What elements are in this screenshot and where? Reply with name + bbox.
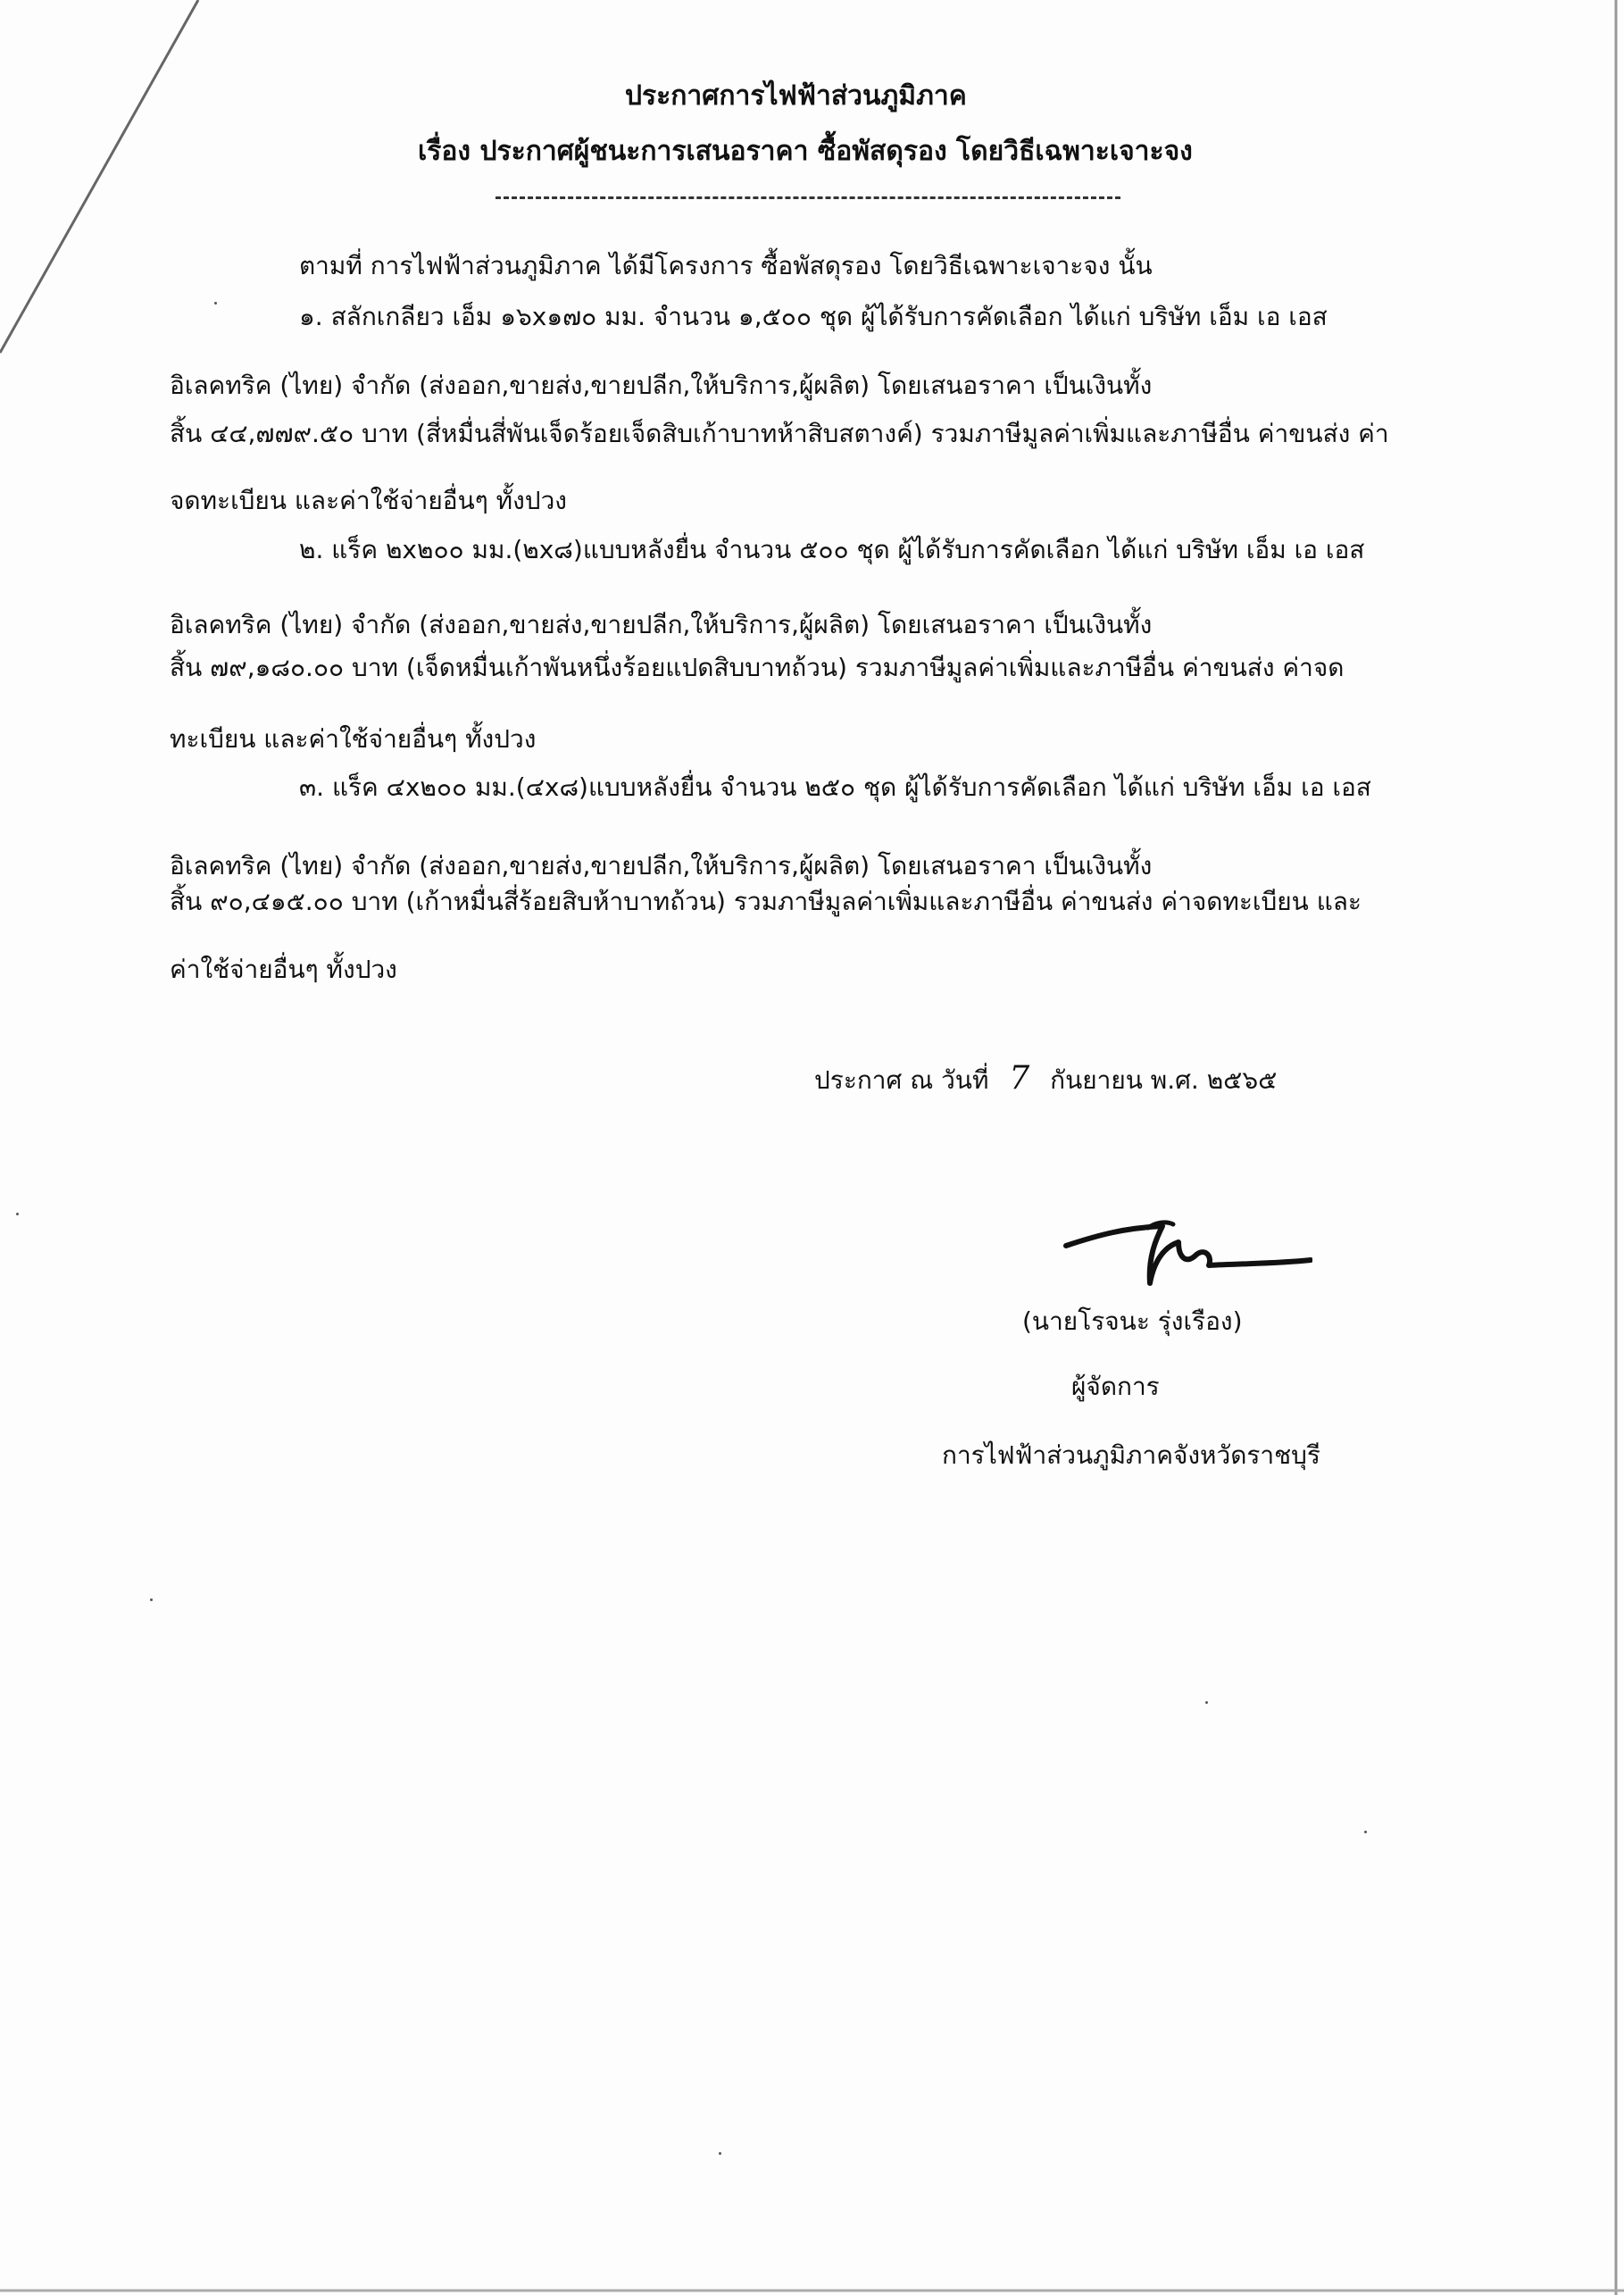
date-day-handwritten: 7: [1009, 1060, 1030, 1097]
item-2-line-1: ๒. แร็ค ๒x๒๐๐ มม.(๒x๘)แบบหลังยื่น จำนวน ๕๐๐ ชุด ผู้ได้รับการคัดเลือก ได้แก่ บริษัท เอ็ม เอ เอส: [299, 535, 1365, 564]
date-prefix: ประกาศ ณ วันที่: [814, 1065, 989, 1095]
scan-speck: [16, 1213, 19, 1215]
item-1-line-2: อิเลคทริค (ไทย) จำกัด (ส่งออก,ขายส่ง,ขายปลีก,ให้บริการ,ผู้ผลิต) โดยเสนอราคา เป็นเงินทั้ง: [170, 371, 1153, 400]
signatory-organization: การไฟฟ้าส่วนภูมิภาคจังหวัดราชบุรี: [942, 1440, 1320, 1470]
intro-paragraph: ตามที่ การไฟฟ้าส่วนภูมิภาค ได้มีโครงการ ซื้อพัสดุรอง โดยวิธีเฉพาะเจาะจง นั้น: [299, 251, 1153, 280]
title-divider: [496, 196, 1120, 199]
document-title: ประกาศการไฟฟ้าส่วนภูมิภาค: [625, 80, 967, 112]
item-2-line-4: ทะเบียน และค่าใช้จ่ายอื่นๆ ทั้งปวง: [170, 724, 537, 754]
scan-speck: [1205, 1701, 1208, 1704]
item-1-line-4: จดทะเบียน และค่าใช้จ่ายอื่นๆ ทั้งปวง: [170, 486, 567, 515]
scan-speck: [719, 2152, 721, 2155]
item-3-line-3: สิ้น ๙๐,๔๑๕.๐๐ บาท (เก้าหมื่นสี่ร้อยสิบห้าบาทถ้วน) รวมภาษีมูลค่าเพิ่มและภาษีอื่น ค่าขนส่ง ค่าจดทะเบียน และ: [170, 887, 1362, 916]
item-1-line-3: สิ้น ๔๔,๗๗๙.๕๐ บาท (สี่หมื่นสี่พันเจ็ดร้อยเจ็ดสิบเก้าบาทห้าสิบสตางค์) รวมภาษีมูลค่าเพิ่มและภาษีอื่น ค่าขนส่ง ค่า: [170, 419, 1389, 448]
announcement-date: [814, 1061, 1277, 1098]
scan-speck: [1364, 1831, 1367, 1833]
signatory-name: (นายโรจนะ รุ่งเรือง): [1022, 1306, 1243, 1336]
date-month-year: กันยายน พ.ศ. ๒๕๖๕: [1050, 1065, 1278, 1095]
handwritten-signature: [1062, 1201, 1312, 1299]
item-2-line-2: อิเลคทริค (ไทย) จำกัด (ส่งออก,ขายส่ง,ขายปลีก,ให้บริการ,ผู้ผลิต) โดยเสนอราคา เป็นเงินทั้ง: [170, 610, 1153, 639]
document-subject: เรื่อง ประกาศผู้ชนะการเสนอราคา ซื้อพัสดุรอง โดยวิธีเฉพาะเจาะจง: [418, 136, 1193, 167]
item-1-line-1: ๑. สลักเกลียว เอ็ม ๑๖x๑๗๐ มม. จำนวน ๑,๕๐๐ ชุด ผู้ได้รับการคัดเลือก ได้แก่ บริษัท เอ็ม เอ เอส: [299, 302, 1328, 331]
item-3-line-4: ค่าใช้จ่ายอื่นๆ ทั้งปวง: [170, 955, 397, 984]
item-3-line-2: อิเลคทริค (ไทย) จำกัด (ส่งออก,ขายส่ง,ขายปลีก,ให้บริการ,ผู้ผลิต) โดยเสนอราคา เป็นเงินทั้ง: [170, 851, 1153, 880]
scan-speck: [214, 302, 217, 305]
item-3-line-1: ๓. แร็ค ๔x๒๐๐ มม.(๔x๘)แบบหลังยื่น จำนวน ๒๕๐ ชุด ผู้ได้รับการคัดเลือก ได้แก่ บริษัท เอ็ม เอ เอส: [299, 772, 1371, 802]
signatory-position: ผู้จัดการ: [1071, 1372, 1160, 1401]
scan-speck: [150, 1598, 153, 1601]
item-2-line-3: สิ้น ๗๙,๑๘๐.๐๐ บาท (เจ็ดหมื่นเก้าพันหนึ่งร้อยแปดสิบบาทถ้วน) รวมภาษีมูลค่าเพิ่มและภาษีอื่น ค่าขนส่ง ค่าจด: [170, 653, 1345, 682]
